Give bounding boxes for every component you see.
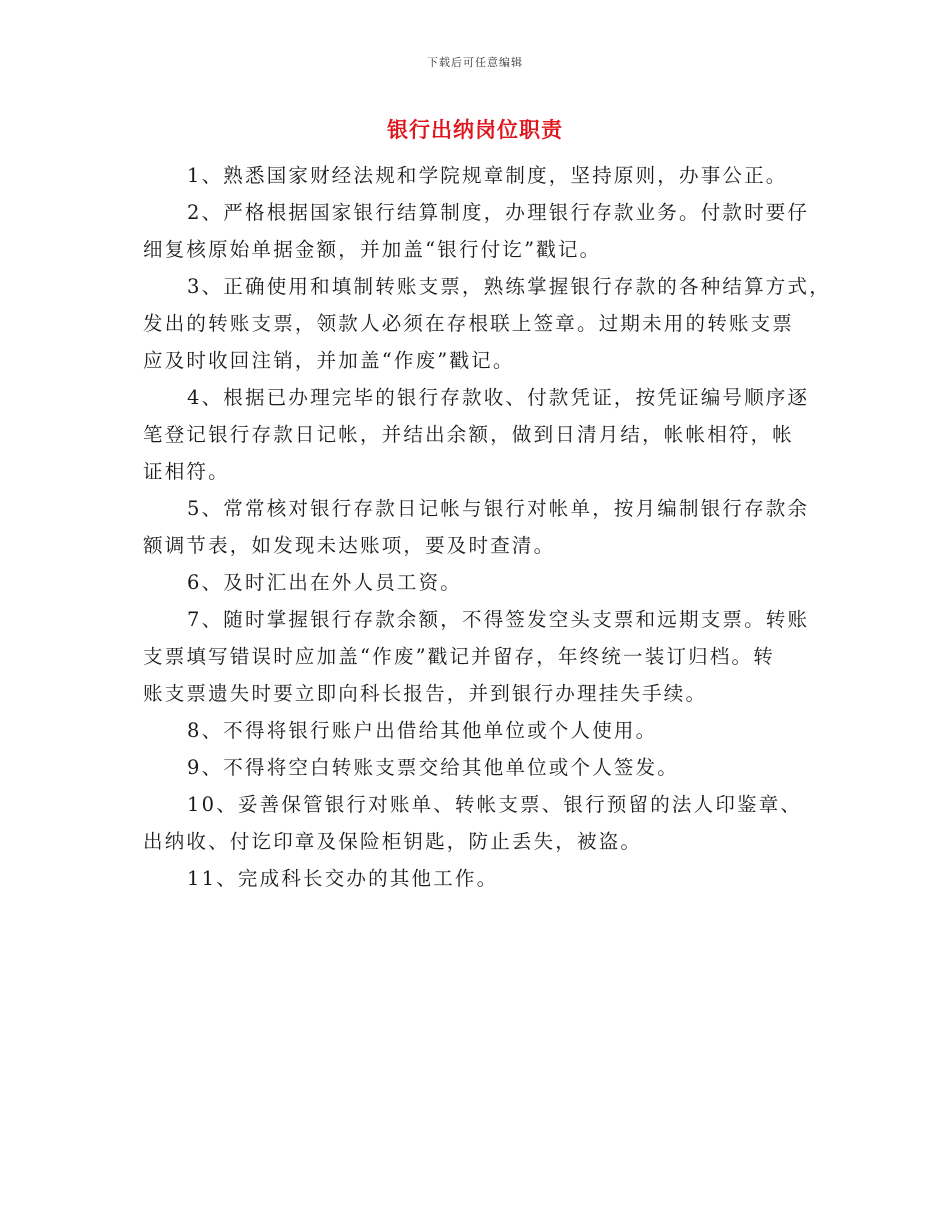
paragraph-line: 应及时收回注销，并加盖“作废”戳记。 [143, 349, 515, 372]
paragraph-line: 额调节表，如发现未达账项，要及时查清。 [143, 534, 556, 557]
paragraph-line: 5、常常核对银行存款日记帐与银行对帐单，按月编制银行存款余 [187, 497, 810, 520]
paragraph-line: 支票填写错误时应加盖“作废”戳记并留存，年终统一装订归档。转 [143, 645, 775, 668]
paragraph-5 [143, 490, 811, 564]
page-header-note: 下载后可任意编辑 [427, 56, 523, 69]
paragraph-line: 笔登记银行存款日记帐，并结出余额，做到日清月结，帐帐相符，帐 [143, 423, 795, 446]
paragraph-line: 3、正确使用和填制转账支票，熟练掌握银行存款的各种结算方式， [187, 275, 831, 298]
paragraph-1 [143, 157, 811, 194]
paragraph-line: 证相符。 [143, 460, 230, 483]
paragraph-line: 6、及时汇出在外人员工资。 [187, 571, 463, 594]
paragraph-line: 8、不得将银行账户出借给其他单位或个人使用。 [187, 719, 658, 742]
paragraph-line: 9、不得将空白转账支票交给其他单位或个人签发。 [187, 756, 680, 779]
paragraph-line: 发出的转账支票，领款人必须在存根联上签章。过期未用的转账支票 [143, 312, 795, 335]
paragraph-line: 出纳收、付讫印章及保险柜钥匙，防止丢失，被盗。 [143, 830, 643, 853]
paragraph-4 [143, 379, 811, 490]
paragraph-line: 11、完成科长交办的其他工作。 [187, 867, 499, 890]
paragraph-11 [143, 860, 811, 897]
paragraph-line: 1、熟悉国家财经法规和学院规章制度，坚持原则，办事公正。 [187, 164, 788, 187]
paragraph-line: 4、根据已办理完毕的银行存款收、付款凭证，按凭证编号顺序逐 [187, 386, 810, 409]
paragraph-9 [143, 749, 811, 786]
paragraph-line: 10、妥善保管银行对账单、转帐支票、银行预留的法人印鉴章、 [187, 793, 803, 816]
paragraph-6 [143, 564, 811, 601]
paragraph-2 [143, 194, 811, 268]
document-title: 银行出纳岗位职责 [387, 117, 563, 142]
document-body [143, 157, 831, 897]
paragraph-line: 账支票遗失时要立即向科长报告，并到银行办理挂失手续。 [143, 682, 708, 705]
paragraph-line: 7、随时掌握银行存款余额，不得签发空头支票和远期支票。转账 [187, 608, 810, 631]
paragraph-3 [143, 268, 831, 379]
paragraph-line: 细复核原始单据金额，并加盖“银行付讫”戳记。 [143, 238, 602, 261]
paragraph-7 [143, 601, 811, 712]
paragraph-8 [143, 712, 811, 749]
paragraph-line: 2、严格根据国家银行结算制度，办理银行存款业务。付款时要仔 [187, 201, 810, 224]
paragraph-10 [143, 786, 811, 860]
